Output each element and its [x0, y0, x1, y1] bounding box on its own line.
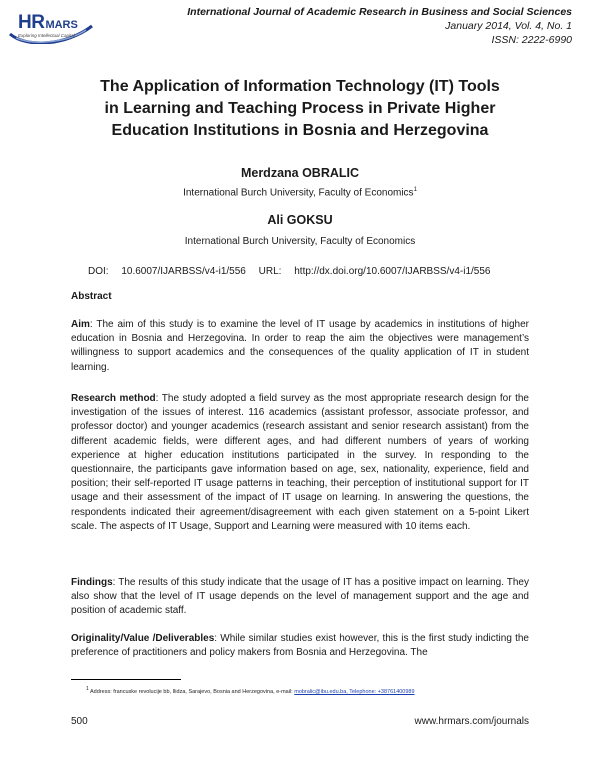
journal-header	[187, 5, 572, 47]
url-value[interactable]: http://dx.doi.org/10.6007/IJARBSS/v4-i1/556	[294, 266, 491, 277]
footnote-number: 1	[86, 686, 89, 692]
doi-row	[88, 266, 500, 277]
journal-issue: January 2014, Vol. 4, No. 1	[445, 20, 572, 32]
logo-mars-text: MARS	[45, 19, 78, 31]
aim-paragraph	[71, 318, 529, 375]
title-line: in Learning and Teaching Process in Private Higher	[104, 100, 496, 117]
method-text: : The study adopted a field survey as the most appropriate research design for the investigation of the issues of interest. 116 academics (assistant professor, associate professor, and professor doctor) and younger academics (research assistant and senior research assistant) from the different academic fields, were different ages, and had different numbers of years of working experience at higher education institutions participated in the survey. In responding to the questionnaire, the participants gave information based on age, sex, nationality, experience, field and position; their self-reported IT usage patterns in teaching, their perception of institutional support for IT usage and their assessment of the impact of IT usage on learning. In answering the questions, the respondents indicated their agreement/disagreement with each given statement on a 5-point Likert scale. The aspects of IT Usage, Support and Learning were measured with 10 items each.	[71, 393, 529, 532]
method-paragraph	[71, 392, 529, 534]
footnote-divider	[71, 679, 181, 680]
footnote	[86, 686, 415, 695]
footnote-text: Address: francuske revolucije bb, Ilidza, Sarajevo, Bosnia and Herzegovina, e-mail:	[90, 688, 295, 695]
doi-label: DOI:	[88, 266, 109, 277]
author-name: Ali GOKSU	[267, 213, 333, 227]
journal-website[interactable]: www.hrmars.com/journals	[414, 716, 529, 727]
journal-issn: ISSN: 2222-6990	[491, 34, 572, 46]
author-affiliation	[40, 187, 560, 198]
aim-text: : The aim of this study is to examine the level of IT usage by academics in institutions of higher education in Bosnia and Herzegovina. In order to reap the aim the objectives were management’s willingness to support academics and the consequences of the quality application of IT in student learning.	[71, 319, 529, 373]
originality-paragraph	[71, 632, 529, 660]
doi-value[interactable]: 10.6007/IJARBSS/v4-i1/556	[121, 266, 246, 277]
method-lead: Research method	[71, 393, 156, 404]
aim-lead: Aim	[71, 319, 90, 330]
affiliation-text: International Burch University, Faculty of Economics	[184, 236, 416, 247]
title-line: Education Institutions in Bosnia and Herzegovina	[111, 122, 489, 139]
logo-tagline: Exploring Intellectual Capital	[18, 33, 75, 38]
hrmars-logo	[6, 4, 98, 44]
findings-paragraph	[71, 576, 529, 619]
findings-text: : The results of this study indicate that the usage of IT has a positive impact on learning. They also show that the level of IT usage depends on the level of management support and the age and position of academic staff.	[71, 577, 529, 617]
findings-lead: Findings	[71, 577, 113, 588]
footnote-mark: 1	[413, 187, 417, 193]
originality-text: : While similar studies exist however, this is the first study indicting the preference of practitioners and policy makers from Bosnia and Herzegovina. The	[71, 633, 529, 659]
affiliation-text: International Burch University, Faculty of Economics	[183, 187, 414, 199]
author-name: Merdzana OBRALIC	[240, 166, 360, 180]
logo-hr-text: HR	[18, 12, 45, 33]
page-number: 500	[71, 716, 88, 727]
url-label: URL:	[258, 266, 282, 277]
abstract-heading: Abstract	[71, 291, 112, 302]
journal-name: International Journal of Academic Research in Business and Social Sciences	[187, 6, 572, 18]
title-line: The Application of Information Technology (IT) Tools	[100, 78, 500, 95]
author-affiliation	[40, 236, 560, 247]
paper-title	[40, 76, 560, 142]
originality-lead: Originality/Value /Deliverables	[71, 633, 215, 644]
footnote-email-link[interactable]: mobralic@ibu.edu.ba, Telephone: +38761400989	[294, 688, 415, 695]
